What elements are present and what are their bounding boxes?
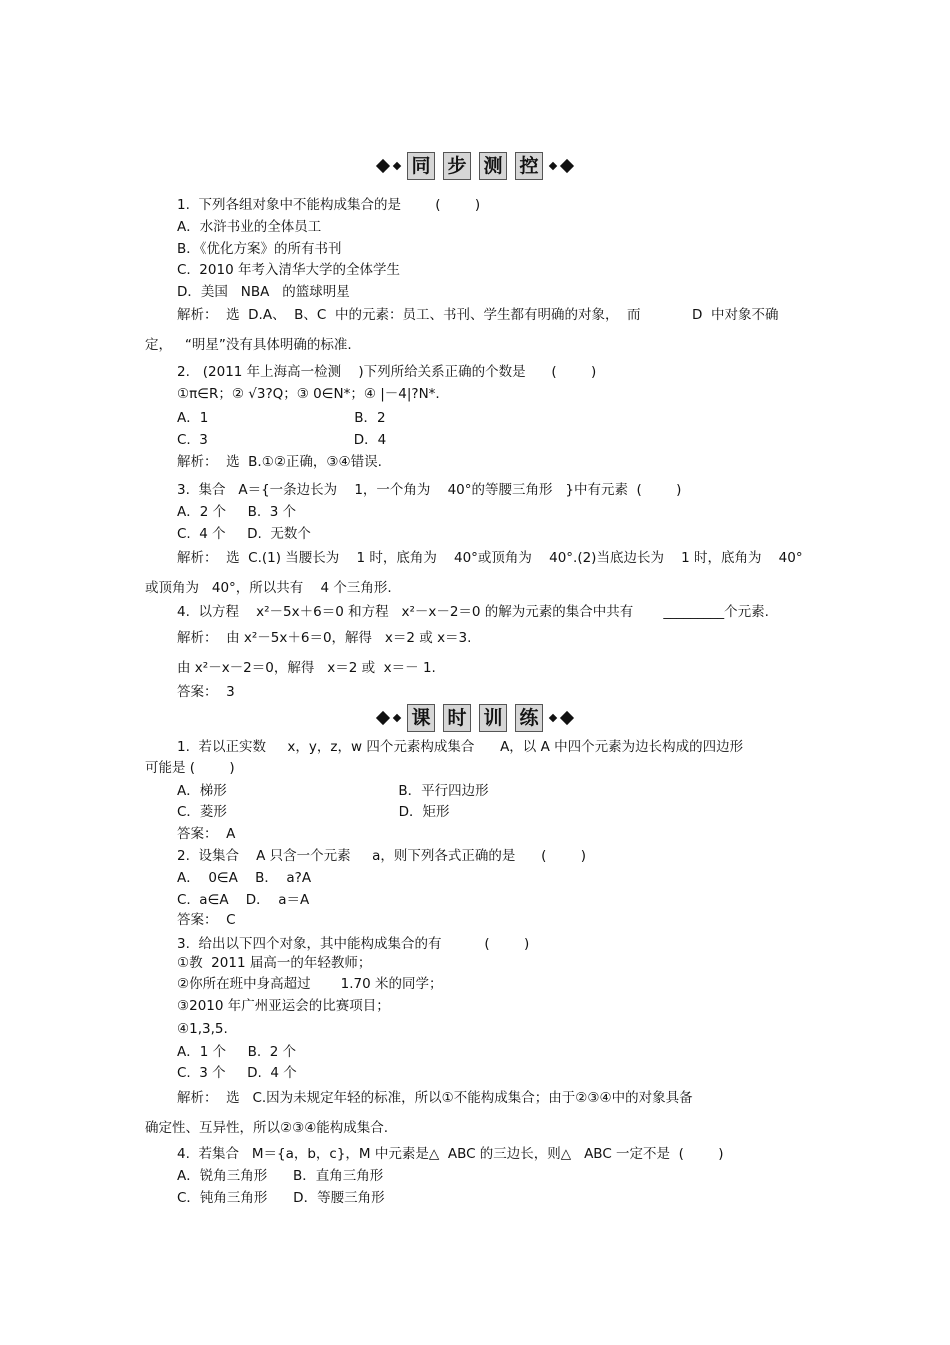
option-line: B．《优化方案》的所有书刊 [177,241,342,257]
section-banner-sync [0,152,950,180]
option-line: D．美国 NBA 的篮球明星 [177,284,350,300]
analysis-line: 解析： 选 D.A、 B、C 中的元素：员工、书刊、学生都有明确的对象， 而 D 中对象不确 [177,307,779,323]
banner-char: 步 [443,152,471,180]
analysis-line: 定， “明星”没有具体明确的标准. [145,337,352,353]
question-line: 3. 集合 A＝{一条边长为 1，一个角为 40°的等腰三角形 }中有元素 ( ) [177,482,682,498]
item-line: ④1,3,5. [177,1021,228,1037]
diamond-icon [560,159,574,173]
option-line: C. a∈A D． a＝A [177,892,310,908]
item-line: ③2010 年广州亚运会的比赛项目； [177,998,390,1014]
option-line: C. 4 个 D. 无数个 [177,526,311,542]
answer-line: 答案： A [177,826,236,842]
option-line: C. 2010 年考入清华大学的全体学生 [177,262,400,278]
banner-char: 同 [407,152,435,180]
option-line: A．锐角三角形 B．直角三角形 [177,1168,384,1184]
option-line: C．钝角三角形 D．等腰三角形 [177,1190,385,1206]
diamond-icon [376,711,390,725]
analysis-line: 由 x²－x－2＝0，解得 x＝2 或 x＝－ 1. [177,660,436,676]
option-line: C．菱形 D．矩形 [177,804,450,820]
banner-char: 测 [479,152,507,180]
diamond-icon [560,711,574,725]
question-line: 1. 若以正实数 x，y，z，w 四个元素构成集合 A，以 A 中四个元素为边长构成的四边形 [177,739,744,755]
section-banner-practice [0,704,950,732]
banner-char: 练 [515,704,543,732]
question-line: 4. 若集合 M＝{a，b，c}，M 中元素是△ ABC 的三边长，则△ ABC 一定不是 ( ) [177,1146,724,1162]
analysis-line: 或顶角为 40°，所以共有 4 个三角形. [145,580,392,596]
banner-char: 控 [515,152,543,180]
item-line: ①教 2011 届高一的年轻教师； [177,955,372,971]
option-line: A．1 个 B. 2 个 [177,1044,297,1060]
analysis-line: 解析： 选 C.(1) 当腰长为 1 时，底角为 40°或顶角为 40°.(2)当底边长为 1 时，底角为 40° [177,550,803,566]
diamond-icon [376,159,390,173]
question-line: 2. (2011 年上海高一检测 )下列所给关系正确的个数是 ( ) [177,364,597,380]
diamond-icon [393,162,401,170]
question-line: 2. 设集合 A 只含一个元素 a，则下列各式正确的是 ( ) [177,848,586,864]
question-line: 1. 下列各组对象中不能构成集合的是 ( ) [177,197,481,213]
option-line: A．1 B．2 [177,410,386,426]
analysis-line: 解析： 由 x²－5x＋6＝0，解得 x＝2 或 x＝3. [177,630,472,646]
diamond-icon [549,162,557,170]
formula-line: ①π∈R；② √3?Q；③ 0∈N*；④ |－4|?N*. [177,386,440,402]
banner-char: 训 [479,704,507,732]
answer-line: 答案： C [177,912,236,928]
option-line: A．梯形 B．平行四边形 [177,783,489,799]
diamond-icon [393,714,401,722]
item-line: ②你所在班中身高超过 1.70 米的同学； [177,976,443,992]
option-line: A．2 个 B. 3 个 [177,504,297,520]
analysis-line: 解析： 选 C.因为未规定年轻的标准，所以①不能构成集合；由于②③④中的对象具备 [177,1090,693,1106]
answer-line: 答案： 3 [177,684,235,700]
analysis-line: 确定性、互异性，所以②③④能构成集合. [145,1120,389,1136]
banner-char: 课 [407,704,435,732]
question-line: 4. 以方程 x²－5x＋6＝0 和方程 x²－x－2＝0 的解为元素的集合中共有 _________个元素. [177,604,769,620]
diamond-icon [549,714,557,722]
option-line: C. 3 D．4 [177,432,387,448]
analysis-line: 解析： 选 B.①②正确，③④错误. [177,454,382,470]
question-line: 3. 给出以下四个对象，其中能构成集合的有 ( ) [177,936,530,952]
banner-char: 时 [443,704,471,732]
question-line: 可能是 ( ) [145,760,235,776]
option-line: C. 3 个 D. 4 个 [177,1065,297,1081]
option-line: A．水浒书业的全体员工 [177,219,322,235]
option-line: A． 0∈A B． a?A [177,870,312,886]
